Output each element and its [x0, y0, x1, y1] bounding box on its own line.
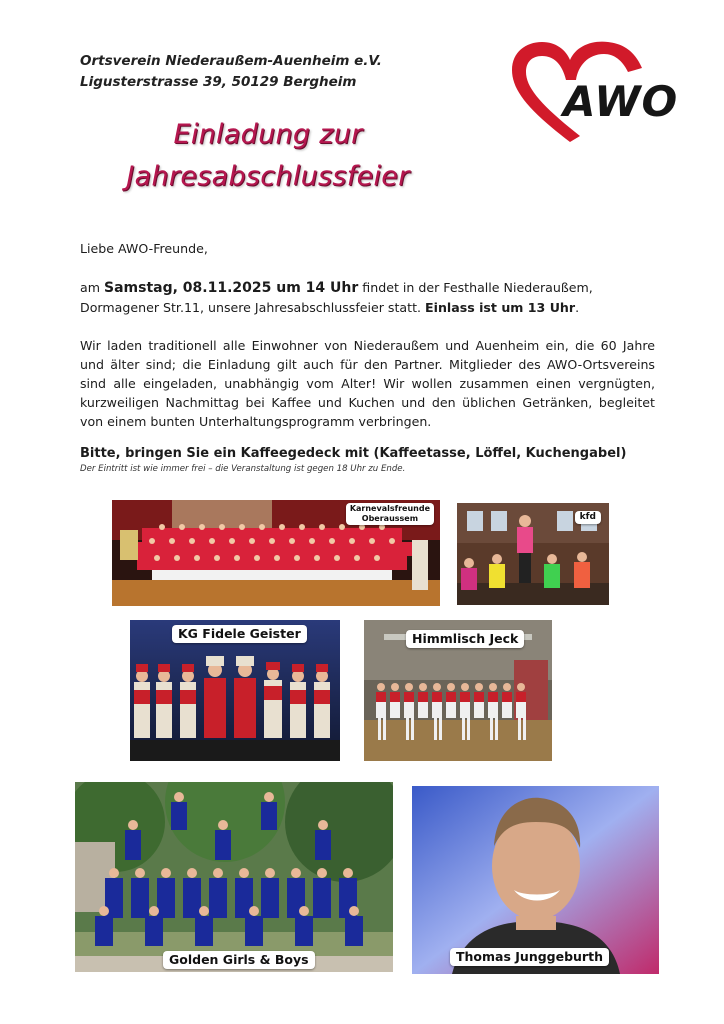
- p1-end: .: [575, 300, 580, 315]
- organization-address: [80, 51, 382, 93]
- bring-coffee-set-notice: Bitte, bringen Sie ein Kaffeegedeck mit (Kaffeetasse, Löffel, Kuchengabel): [80, 446, 627, 461]
- p1-middle: findet in der Festhalle Niederaußem, Dormagener Str.11, unsere Jahresabschlussfeier statt.: [80, 280, 593, 315]
- golden-girls-boys-caption: Golden Girls & Boys: [163, 951, 315, 969]
- entry-time: Einlass ist um 13 Uhr: [425, 300, 576, 315]
- karnevalsfreunde-caption: [346, 503, 434, 525]
- karnevalsfreunde-photo: [112, 500, 440, 606]
- greeting: Liebe AWO-Freunde,: [80, 241, 208, 256]
- thomas-junggeburth-photo: [412, 786, 659, 974]
- admission-note: Der Eintritt ist wie immer frei – die Veranstaltung ist gegen 18 Uhr zu Ende.: [80, 464, 406, 474]
- event-details-paragraph: [80, 278, 655, 317]
- svg-text:AWO: AWO: [563, 77, 679, 126]
- caption-line-1: Karnevalsfreunde: [349, 504, 430, 513]
- thomas-junggeburth-caption: Thomas Junggeburth: [450, 948, 609, 966]
- event-date: Samstag, 08.11.2025 um 14 Uhr: [104, 280, 359, 296]
- caption-line-2: Oberaussem: [361, 514, 419, 523]
- invitation-title: [108, 114, 428, 198]
- kg-fidele-geister-photo: [130, 620, 340, 761]
- himmlisch-jeck-photo: [364, 620, 552, 761]
- awo-heart-logo-graphic: [508, 38, 684, 150]
- himmlisch-jeck-caption: Himmlisch Jeck: [406, 630, 524, 648]
- org-street: Ligusterstrasse 39, 50129 Bergheim: [80, 74, 357, 90]
- p1-prefix: am: [80, 280, 104, 295]
- kfd-caption: kfd: [575, 511, 601, 524]
- golden-girls-boys-photo: [75, 782, 393, 972]
- kg-fidele-geister-caption: KG Fidele Geister: [172, 625, 307, 643]
- invitation-paragraph: Wir laden traditionell alle Einwohner von Niederaußem und Auenheim ein, die 60 Jahre und älter sind; die Einladung gilt auch für den Partner. Mitglieder des AWO-Ortsvereins sind alle eingeladen, unabhängig vom Alter! Wir wollen zusammen einen vergnügten, kurzweiligen Nachmittag bei Kaffee und Kuchen und den üblichen Getränken, begleitet von einem bunten Unterhaltungsprogramm verbringen.: [80, 338, 655, 429]
- org-name: Ortsverein Niederaußem-Auenheim e.V.: [80, 53, 382, 69]
- title-line-1: Einladung zur: [173, 119, 363, 150]
- kfd-photo: [457, 503, 609, 605]
- awo-logo: [508, 38, 684, 150]
- title-line-2: Jahresabschlussfeier: [126, 161, 410, 192]
